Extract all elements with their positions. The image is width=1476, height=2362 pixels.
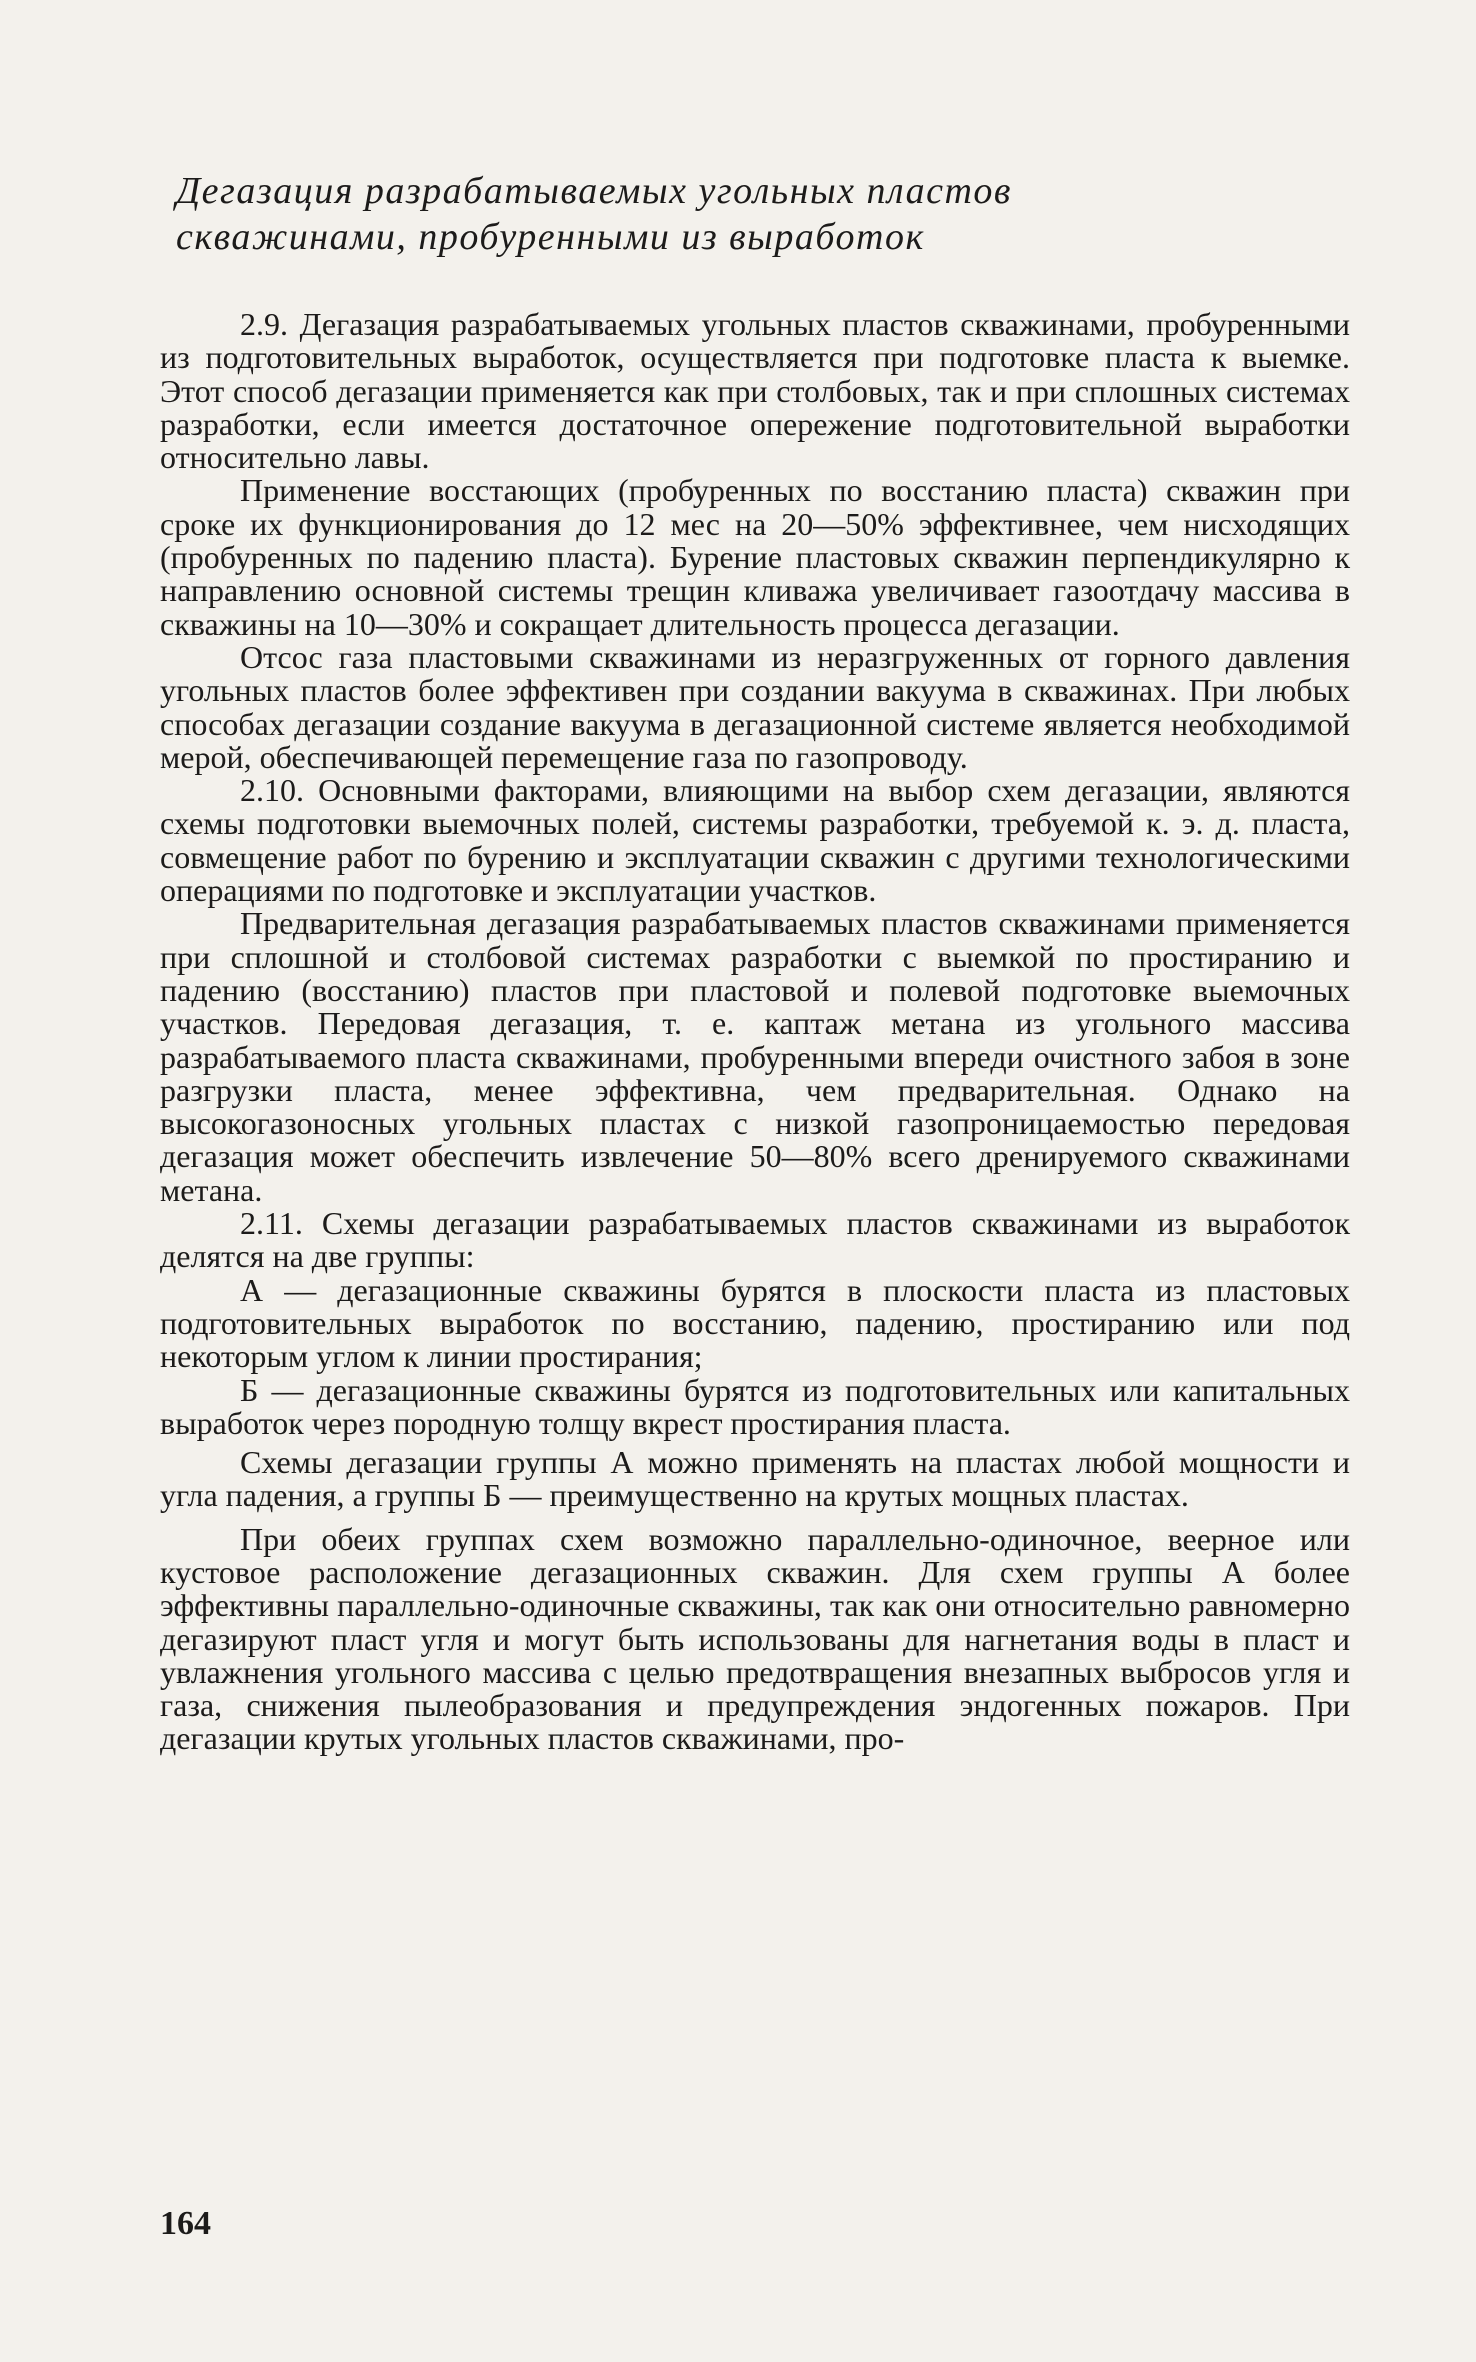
paragraph-group-applicability: Схемы дегазации группы А можно применять на пластах любой мощности и угла падения, а группы Б — преимущественно на крутых мощных пластах. bbox=[160, 1444, 1350, 1514]
paragraph-2-11: 2.11. Схемы дегазации разрабатываемых пластов скважинами из выработок делятся на две группы: bbox=[160, 1205, 1350, 1275]
section-heading bbox=[176, 168, 1326, 260]
body-text bbox=[160, 308, 1350, 1756]
paragraph-gas-suction: Отсос газа пластовыми скважинами из неразгруженных от горного давления угольных пластов более эффективен при создании вакуума в скважинах. При любых способах дегазации создание вакуума в дегазационной системе является необходимой мерой, обеспечивающей перемещение газа по газопроводу. bbox=[160, 638, 1350, 775]
section-heading-line-1: Дегазация разрабатываемых угольных пластов bbox=[176, 170, 1012, 212]
page-number: 164 bbox=[160, 2205, 211, 2242]
paragraph-borehole-arrangement: При обеих группах схем возможно параллельно-одиночное, веерное или кустовое расположение дегазационных скважин. Для схем группы А более эффективны параллельно-одиночные скважины, так как они относительно равномерно дегазируют пласт угля и могут быть использованы для нагнетания воды в пласт и увлажнения угольного массива с целью предотвращения внезапных выбросов угля и газа, снижения пылеобразования и предупреждения эндогенных пожаров. При дегазации крутых угольных пластов скважинами, про- bbox=[160, 1520, 1350, 1757]
paragraph-preliminary-degassing: Предварительная дегазация разрабатываемых пластов скважинами применяется при сплошной и столбовой системах разработки с выемкой по простиранию и падению (восстанию) пластов при пластовой и полевой подготовке выемочных участков. Передовая дегазация, т. е. каптаж метана из угольного массива разрабатываемого пласта скважинами, пробуренными впереди очистного забоя в зоне разгрузки пласта, менее эффективна, чем предварительная. Однако на высокогазоносных угольных пластах с низкой газопроницаемостью передовая дегазация может обеспечить извлечение 50—80% всего дренируемого скважинами метана. bbox=[160, 905, 1350, 1208]
paragraph-2-10: 2.10. Основными факторами, влияющими на выбор схем дегазации, являются схемы подготовки выемочных полей, системы разработки, требуемой к. э. д. пласта, совмещение работ по бурению и эксплуатации скважин с другими технологическими операциями по подготовке и эксплуатации участков. bbox=[160, 772, 1350, 909]
paragraph-ascending-boreholes: Применение восстающих (пробуренных по восстанию пласта) скважин при сроке их функционирования до 12 мес на 20—50% эффективнее, чем нисходящих (пробуренных по падению пласта). Бурение пластовых скважин перпендикулярно к направлению основной системы трещин кливажа увеличивает газоотдачу массива в скважины на 10—30% и сокращает длительность процесса дегазации. bbox=[160, 472, 1350, 642]
paragraph-2-9: 2.9. Дегазация разрабатываемых угольных пластов скважинами, пробуренными из подготовительных выработок, осуществляется при подготовке пласта к выемке. Этот способ дегазации применяется как при столбовых, так и при сплошных системах разработки, если имеется достаточное опережение подготовительной выработки относительно лавы. bbox=[160, 306, 1350, 476]
paragraph-group-a: А — дегазационные скважины бурятся в плоскости пласта из пластовых подготовительных выработок по восстанию, падению, простиранию или под некоторым углом к линии простирания; bbox=[160, 1271, 1350, 1375]
section-heading-line-2: скважинами, пробуренными из выработок bbox=[176, 216, 925, 258]
paragraph-group-b: Б — дегазационные скважины бурятся из подготовительных или капитальных выработок через породную толщу вкрест простирания пласта. bbox=[160, 1371, 1350, 1441]
